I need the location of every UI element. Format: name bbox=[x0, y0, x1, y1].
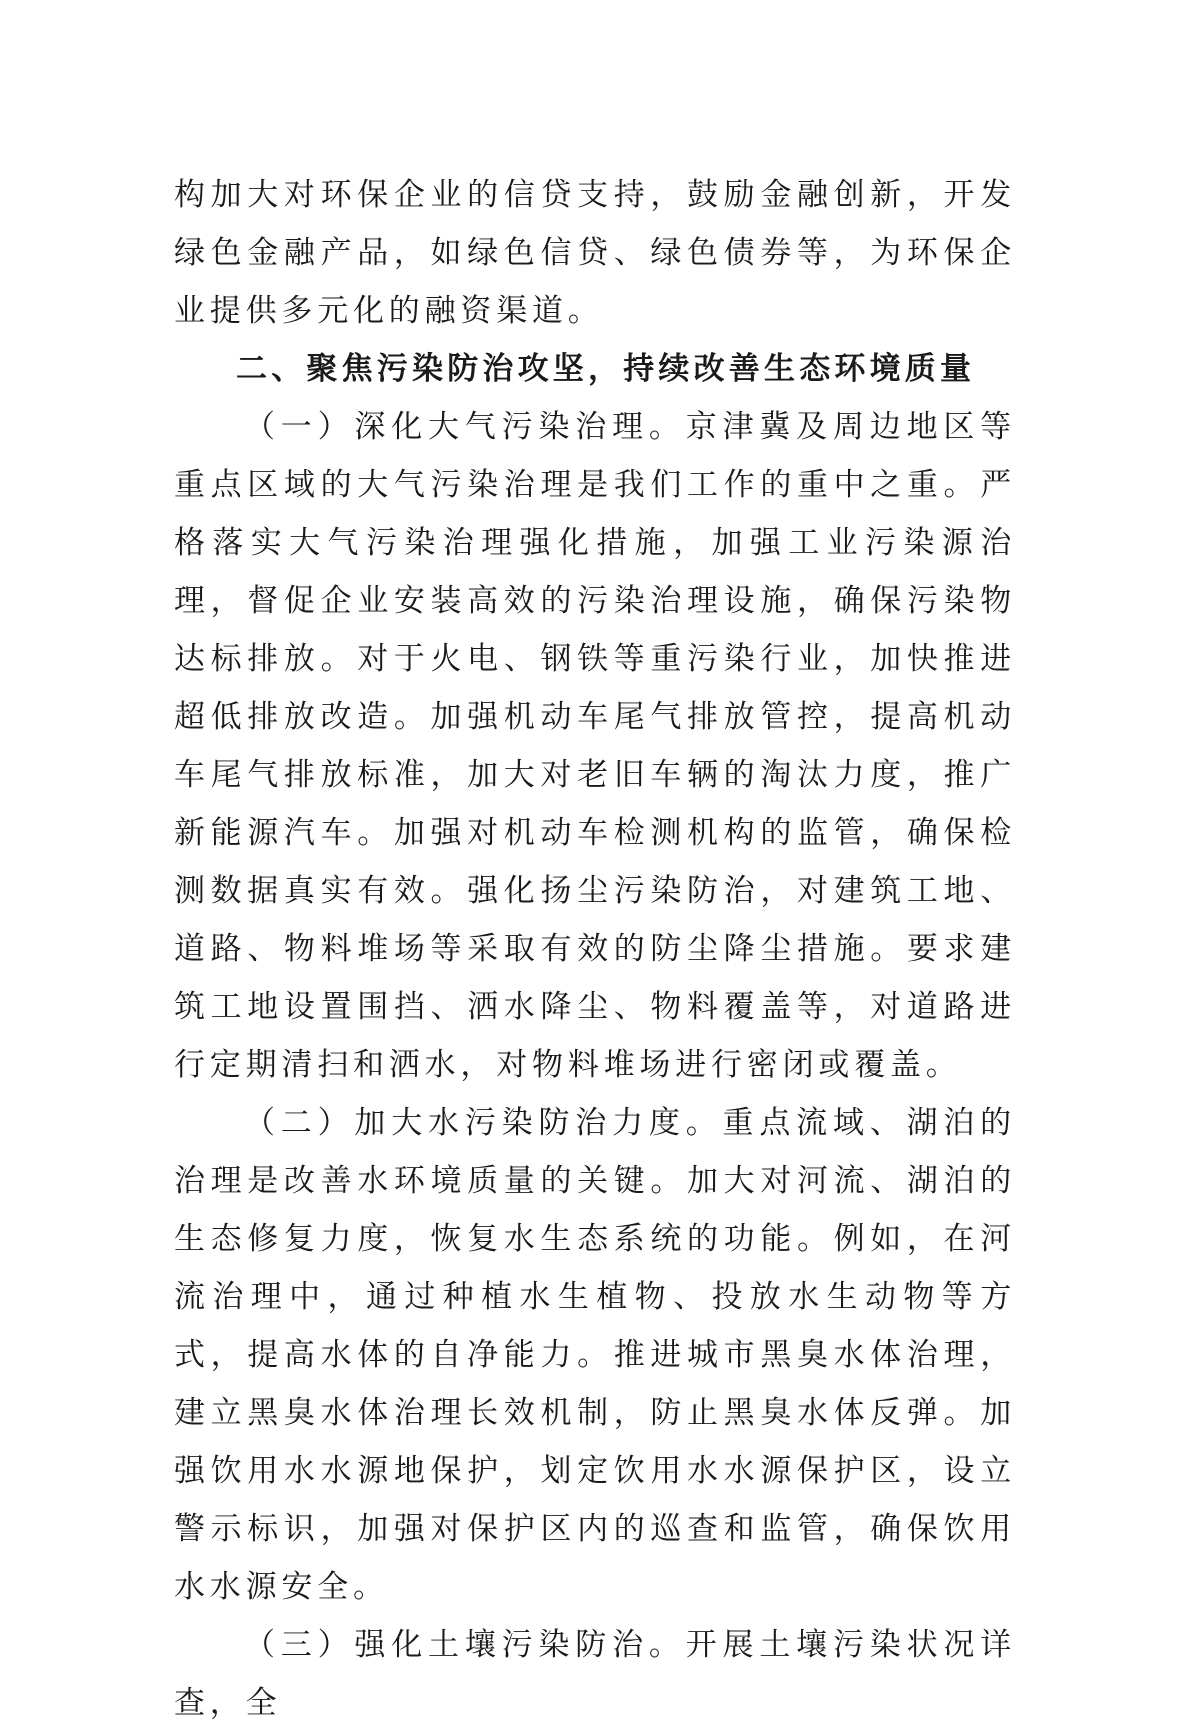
section-heading: 二、聚焦污染防治攻坚，持续改善生态环境质量 bbox=[236, 351, 976, 387]
paragraph-soil-pollution: （三）强化土壤污染防治。开展土壤污染状况详查，全 bbox=[174, 1627, 1016, 1721]
paragraph-air-pollution: （一）深化大气污染治理。京津冀及周边地区等重点区域的大气污染治理是我们工作的重中之重。严格落实大气污染治理强化措施，加强工业污染源治理，督促企业安装高效的污染治理设施，确保污染物达标排放。对于火电、钢铁等重污染行业，加快推进超低排放改造。加强机动车尾气排放管控，提高机动车尾气排放标准，加大对老旧车辆的淘汰力度，推广新能源汽车。加强对机动车检测机构的监管，确保检测数据真实有效。强化扬尘污染防治，对建筑工地、道路、物料堆场等采取有效的防尘降尘措施。要求建筑工地设置围挡、洒水降尘、物料覆盖等，对道路进行定期清扫和洒水，对物料堆场进行密闭或覆盖。 bbox=[174, 409, 1016, 1083]
paragraph-water-pollution: （二）加大水污染防治力度。重点流域、湖泊的治理是改善水环境质量的关键。加大对河流、湖泊的生态修复力度，恢复水生态系统的功能。例如，在河流治理中，通过种植水生植物、投放水生动物等方式，提高水体的自净能力。推进城市黑臭水体治理，建立黑臭水体治理长效机制，防止黑臭水体反弹。加强饮用水水源地保护，划定饮用水水源保护区，设立警示标识，加强对保护区内的巡查和监管，确保饮用水水源安全。 bbox=[174, 1105, 1016, 1605]
document-body bbox=[174, 166, 1016, 1732]
continuation-paragraph: 构加大对环保企业的信贷支持，鼓励金融创新，开发绿色金融产品，如绿色信贷、绿色债券等，为环保企业提供多元化的融资渠道。 bbox=[174, 177, 1016, 329]
